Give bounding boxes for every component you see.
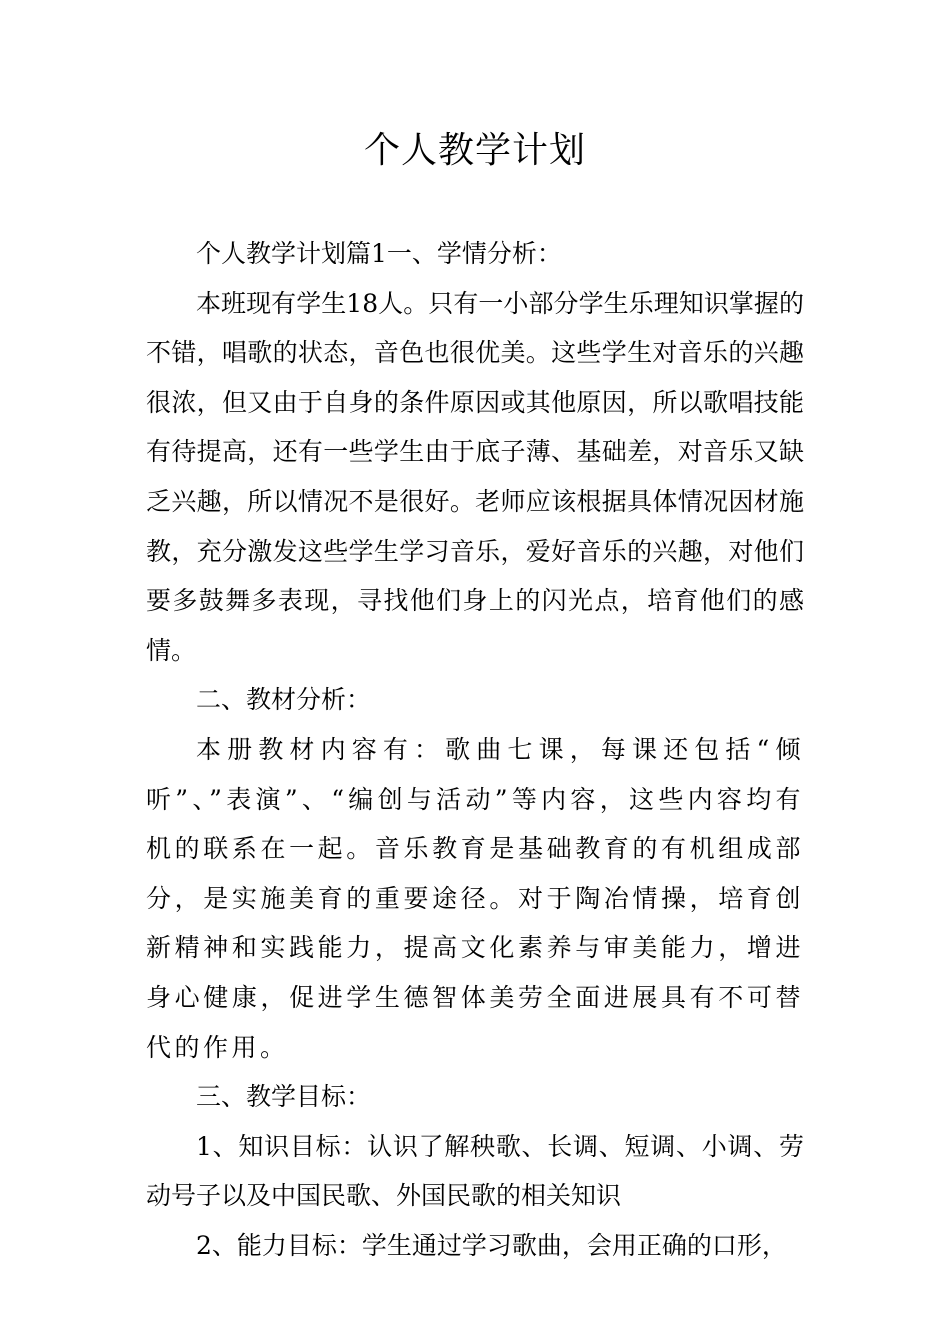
paragraph-ability-goal: 2、能力目标：学生通过学习歌曲，会用正确的口形，: [196, 1230, 787, 1260]
paragraph-heading-intro: 个人教学计划篇1一、学情分析：: [196, 239, 562, 268]
paragraph-heading-textbook: 二、教材分析：: [196, 685, 372, 715]
paragraph-heading-goals: 三、教学目标：: [196, 1082, 372, 1112]
document-body: [146, 229, 804, 1270]
paragraph-knowledge-goal: 1、知识目标：认识了解秧歌、长调、短调、小调、劳动号子以及中国民歌、外国民歌的相关知识: [146, 1131, 804, 1211]
paragraph-student-analysis: 本班现有学生18人。只有一小部分学生乐理知识掌握的不错，唱歌的状态，音色也很优美。这些学生对音乐的兴趣很浓，但又由于自身的条件原因或其他原因，所以歌唱技能有待提高，还有一些学生由于底子薄、基础差，对音乐又缺乏兴趣，所以情况不是很好。老师应该根据具体情况因材施教，充分激发这些学生学习音乐，爱好音乐的兴趣，对他们要多鼓舞多表现，寻找他们身上的闪光点，培育他们的感情。: [146, 288, 804, 665]
document-title: 个人教学计划: [363, 130, 586, 171]
paragraph-textbook-analysis: 本册教材内容有：歌曲七课，每课还包括“倾听”、”表演”、“编创与活动”等内容，这些内容均有机的联系在一起。音乐教育是基础教育的有机组成部分，是实施美育的重要途径。对于陶冶情操，培育创新精神和实践能力，提高文化素养与审美能力，增进身心健康，促进学生德智体美劳全面进展具有不可替代的作用。: [146, 734, 804, 1062]
